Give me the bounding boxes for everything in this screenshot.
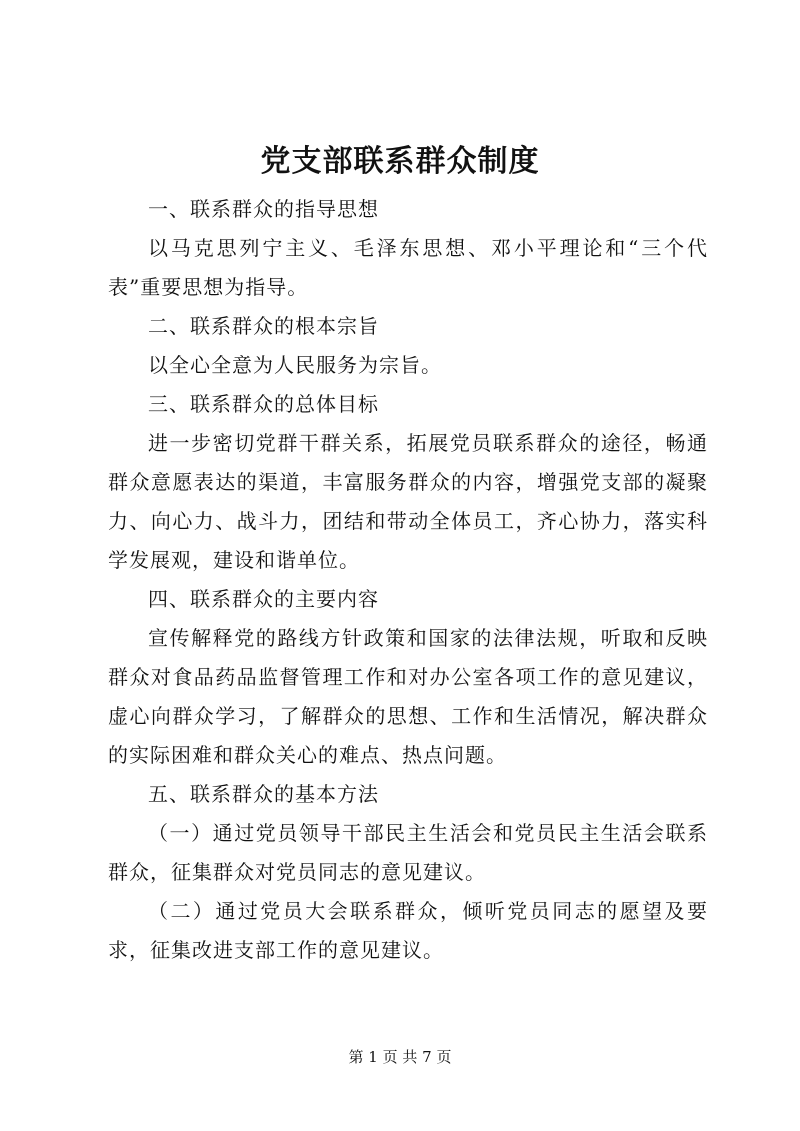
heading-main-content: 四、联系群众的主要内容 (148, 587, 379, 611)
heading-fundamental-purpose: 二、联系群众的根本宗旨 (148, 314, 379, 338)
paragraph-main-content: 宣传解释党的路线方针政策和国家的法律法规，听取和反映群众对食品药品监督管理工作和对办公室各项工作的意见建议，虚心向群众学习，了解群众的思想、工作和生活情况，解决群众的实际困难和群众关心的难点、热点问题。 (108, 626, 708, 767)
document-title: 党支部联系群众制度 (260, 144, 540, 179)
document-body (108, 190, 708, 970)
page-number-footer: 第 1 页 共 7 页 (348, 1048, 452, 1066)
paragraph-guiding-ideology: 以马克思列宁主义、毛泽东思想、邓小平理论和“三个代表”重要思想为指导。 (108, 236, 708, 299)
paragraph-overall-goal: 进一步密切党群干群关系，拓展党员联系群众的途径，畅通群众意愿表达的渠道，丰富服务群众的内容，增强党支部的凝聚力、向心力、战斗力，团结和带动全体员工，齐心协力，落实科学发展观，建设和谐单位。 (108, 431, 708, 572)
heading-basic-methods: 五、联系群众的基本方法 (148, 782, 379, 806)
paragraph-method-1: （一）通过党员领导干部民主生活会和党员民主生活会联系群众，征集群众对党员同志的意见建议。 (108, 821, 708, 884)
paragraph-method-2: （二）通过党员大会联系群众，倾听党员同志的愿望及要求，征集改进支部工作的意见建议。 (108, 899, 708, 962)
heading-guiding-ideology: 一、联系群众的指导思想 (148, 197, 379, 221)
paragraph-fundamental-purpose: 以全心全意为人民服务为宗旨。 (148, 353, 442, 377)
heading-overall-goal: 三、联系群众的总体目标 (148, 392, 379, 416)
